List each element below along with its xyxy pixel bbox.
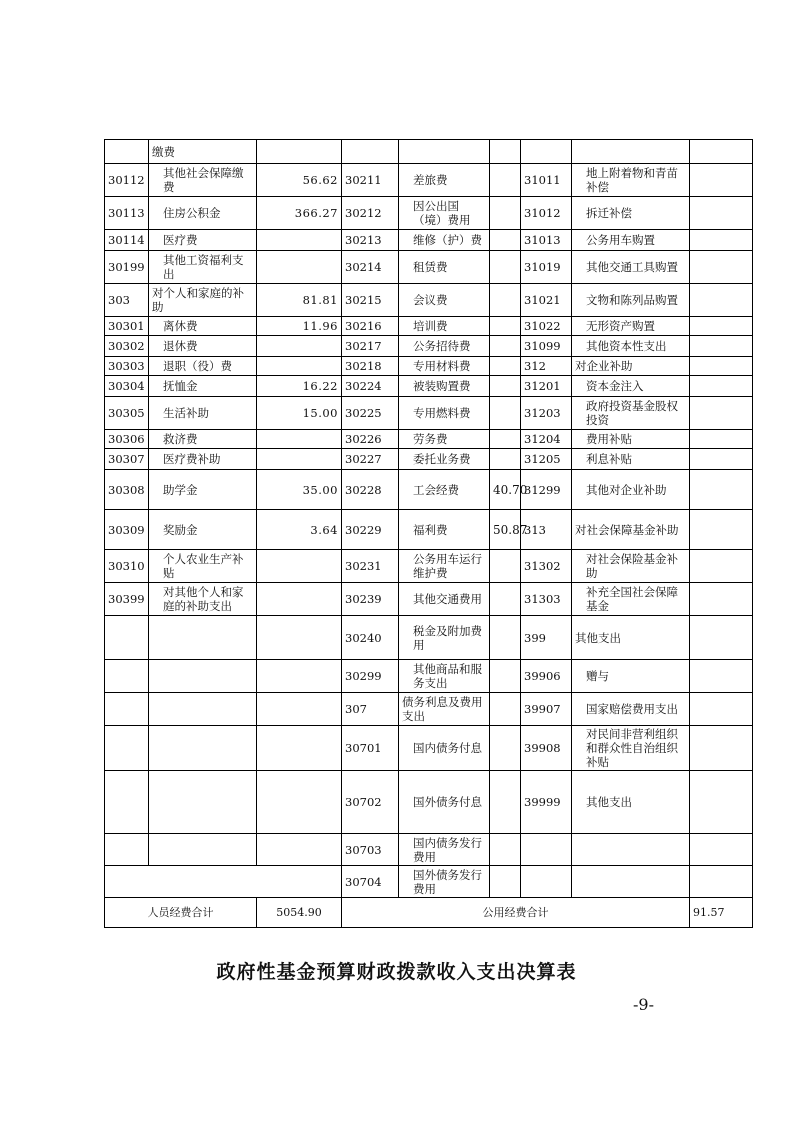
item-code: 31011 (521, 164, 572, 197)
item-name: 无形资产购置 (572, 317, 690, 336)
item-amount (690, 376, 753, 397)
item-code: 30228 (342, 470, 399, 510)
item-code: 30240 (342, 616, 399, 660)
blank-cell (572, 866, 690, 898)
item-name: 福利费 (399, 510, 490, 550)
item-amount: 16.22 (257, 376, 342, 397)
item-amount (490, 834, 521, 866)
item-code: 30704 (342, 866, 399, 898)
item-code: 31203 (521, 397, 572, 430)
item-code (105, 834, 149, 866)
item-code: 30225 (342, 397, 399, 430)
item-code: 30301 (105, 317, 149, 336)
item-name: 国外债务付息 (399, 771, 490, 834)
table-row (105, 230, 753, 251)
item-name: 委托业务费 (399, 449, 490, 470)
item-amount (690, 230, 753, 251)
table-row (105, 430, 753, 449)
blank-cell (521, 866, 572, 898)
item-name: 国外债务发行费用 (399, 866, 490, 898)
item-amount (690, 510, 753, 550)
table-row (105, 583, 753, 616)
item-amount (690, 397, 753, 430)
blank-cell (105, 866, 342, 898)
item-code (105, 693, 149, 726)
item-amount (690, 616, 753, 660)
item-code (521, 140, 572, 164)
item-code: 31201 (521, 376, 572, 397)
item-code: 31302 (521, 550, 572, 583)
item-code: 31021 (521, 284, 572, 317)
item-name: 其他支出 (572, 771, 690, 834)
item-amount (690, 660, 753, 693)
item-code: 30211 (342, 164, 399, 197)
item-amount (257, 726, 342, 771)
item-code: 30112 (105, 164, 149, 197)
item-amount (690, 693, 753, 726)
item-code: 39907 (521, 693, 572, 726)
table-row (105, 470, 753, 510)
item-code: 30226 (342, 430, 399, 449)
item-name: 费用补贴 (572, 430, 690, 449)
item-amount: 35.00 (257, 470, 342, 510)
item-name: 奖励金 (149, 510, 257, 550)
item-name: 利息补贴 (572, 449, 690, 470)
item-name: 补充全国社会保障基金 (572, 583, 690, 616)
totals-row (105, 898, 753, 928)
item-name: 助学金 (149, 470, 257, 510)
item-amount (690, 197, 753, 230)
item-amount (690, 284, 753, 317)
item-amount (490, 336, 521, 357)
item-name: 其他商品和服务支出 (399, 660, 490, 693)
item-name: 对个人和家庭的补助 (149, 284, 257, 317)
item-amount (257, 230, 342, 251)
table-row (105, 164, 753, 197)
item-code: 30701 (342, 726, 399, 771)
item-amount (257, 357, 342, 376)
item-code (105, 616, 149, 660)
item-amount (690, 357, 753, 376)
item-code: 30212 (342, 197, 399, 230)
table-row (105, 834, 753, 866)
item-code: 31099 (521, 336, 572, 357)
personnel-total-value: 5054.90 (257, 898, 342, 928)
item-name: 培训费 (399, 317, 490, 336)
item-code: 30306 (105, 430, 149, 449)
table-row (105, 726, 753, 771)
item-name: 生活补助 (149, 397, 257, 430)
table-row (105, 317, 753, 336)
item-name: 公务招待费 (399, 336, 490, 357)
item-name: 抚恤金 (149, 376, 257, 397)
item-name (149, 693, 257, 726)
item-code: 30218 (342, 357, 399, 376)
item-code: 30703 (342, 834, 399, 866)
table-row (105, 336, 753, 357)
item-name (149, 616, 257, 660)
item-amount: 15.00 (257, 397, 342, 430)
item-amount (490, 230, 521, 251)
item-name: 因公出国（境）费用 (399, 197, 490, 230)
item-code: 399 (521, 616, 572, 660)
item-amount (257, 251, 342, 284)
item-name (572, 140, 690, 164)
item-name: 专用材料费 (399, 357, 490, 376)
item-code: 31303 (521, 583, 572, 616)
table-row (105, 550, 753, 583)
item-code: 30113 (105, 197, 149, 230)
item-amount (690, 140, 753, 164)
item-name: 地上附着物和青苗补偿 (572, 164, 690, 197)
item-code: 30199 (105, 251, 149, 284)
item-name: 被装购置费 (399, 376, 490, 397)
item-code: 303 (105, 284, 149, 317)
item-name: 医疗费补助 (149, 449, 257, 470)
item-name: 债务利息及费用支出 (399, 693, 490, 726)
item-name: 对社会保险基金补助 (572, 550, 690, 583)
item-code: 30214 (342, 251, 399, 284)
item-code: 31205 (521, 449, 572, 470)
item-amount (257, 430, 342, 449)
item-code: 39908 (521, 726, 572, 771)
item-name: 其他支出 (572, 616, 690, 660)
section-heading: 政府性基金预算财政拨款收入支出决算表 (216, 961, 577, 983)
item-name: 对企业补助 (572, 357, 690, 376)
item-amount (490, 284, 521, 317)
item-amount: 81.81 (257, 284, 342, 317)
item-amount (690, 336, 753, 357)
item-code: 31013 (521, 230, 572, 251)
item-amount (257, 660, 342, 693)
item-amount: 366.27 (257, 197, 342, 230)
item-amount (257, 834, 342, 866)
item-name: 其他社会保障缴费 (149, 164, 257, 197)
expenditure-grid (104, 139, 753, 928)
item-name: 对民间非营利组织和群众性自治组织补贴 (572, 726, 690, 771)
item-code: 313 (521, 510, 572, 550)
table-row (105, 376, 753, 397)
item-amount (690, 771, 753, 834)
item-code: 39906 (521, 660, 572, 693)
item-amount (490, 726, 521, 771)
item-name: 其他交通工具购置 (572, 251, 690, 284)
table-row (105, 510, 753, 550)
item-name: 国内债务付息 (399, 726, 490, 771)
table-row (105, 771, 753, 834)
item-name (572, 834, 690, 866)
item-amount (690, 470, 753, 510)
expenditure-table (104, 139, 752, 919)
item-name: 税金及附加费用 (399, 616, 490, 660)
item-amount (257, 550, 342, 583)
item-name: 对社会保障基金补助 (572, 510, 690, 550)
item-amount (257, 449, 342, 470)
item-amount (490, 197, 521, 230)
item-code (342, 140, 399, 164)
table-row (105, 397, 753, 430)
item-name: 租赁费 (399, 251, 490, 284)
item-code: 30229 (342, 510, 399, 550)
item-amount (257, 583, 342, 616)
item-name: 差旅费 (399, 164, 490, 197)
item-amount: 3.64 (257, 510, 342, 550)
item-amount: 11.96 (257, 317, 342, 336)
item-code (105, 660, 149, 693)
item-amount (490, 693, 521, 726)
item-code: 31012 (521, 197, 572, 230)
table-row (105, 284, 753, 317)
item-code: 31022 (521, 317, 572, 336)
page-number: -9- (633, 995, 654, 1014)
item-amount (490, 771, 521, 834)
public-total-value: 91.57 (690, 898, 753, 928)
item-name: 退职（役）费 (149, 357, 257, 376)
item-amount (490, 317, 521, 336)
item-name (399, 140, 490, 164)
item-name: 退休费 (149, 336, 257, 357)
item-code: 30702 (342, 771, 399, 834)
item-amount (490, 397, 521, 430)
item-amount (490, 251, 521, 284)
item-amount (490, 140, 521, 164)
item-code (105, 140, 149, 164)
item-amount (490, 164, 521, 197)
item-amount (690, 164, 753, 197)
item-name (149, 834, 257, 866)
item-amount (690, 251, 753, 284)
item-amount: 56.62 (257, 164, 342, 197)
item-code: 30302 (105, 336, 149, 357)
public-total-label: 公用经费合计 (342, 898, 690, 928)
item-code (521, 834, 572, 866)
item-code: 30217 (342, 336, 399, 357)
item-amount (257, 140, 342, 164)
item-amount (490, 357, 521, 376)
item-name: 专用燃料费 (399, 397, 490, 430)
item-amount (490, 430, 521, 449)
item-code: 30224 (342, 376, 399, 397)
table-row (105, 616, 753, 660)
item-amount (690, 449, 753, 470)
item-code: 30239 (342, 583, 399, 616)
item-code: 30114 (105, 230, 149, 251)
personnel-total-label: 人员经费合计 (105, 898, 257, 928)
item-code: 31019 (521, 251, 572, 284)
item-code: 31299 (521, 470, 572, 510)
item-code: 30308 (105, 470, 149, 510)
item-amount (690, 317, 753, 336)
item-name: 维修（护）费 (399, 230, 490, 251)
table-row (105, 140, 753, 164)
item-amount (257, 616, 342, 660)
item-code: 39999 (521, 771, 572, 834)
item-amount (490, 449, 521, 470)
item-amount (490, 660, 521, 693)
blank-cell (690, 866, 753, 898)
item-name: 其他资本性支出 (572, 336, 690, 357)
item-code: 31204 (521, 430, 572, 449)
item-amount (490, 376, 521, 397)
item-name: 拆迁补偿 (572, 197, 690, 230)
item-name: 其他交通费用 (399, 583, 490, 616)
item-amount (690, 834, 753, 866)
item-amount (257, 771, 342, 834)
item-code: 30216 (342, 317, 399, 336)
table-row (105, 866, 753, 898)
item-code: 30227 (342, 449, 399, 470)
item-name: 政府投资基金股权投资 (572, 397, 690, 430)
item-name: 其他工资福利支出 (149, 251, 257, 284)
item-amount (690, 430, 753, 449)
item-code: 30307 (105, 449, 149, 470)
table-row (105, 693, 753, 726)
item-name: 资本金注入 (572, 376, 690, 397)
item-amount (490, 616, 521, 660)
item-amount: 50.87 (490, 510, 521, 550)
item-code (105, 726, 149, 771)
item-code: 30213 (342, 230, 399, 251)
item-amount (490, 550, 521, 583)
item-name: 对其他个人和家庭的补助支出 (149, 583, 257, 616)
item-amount (690, 726, 753, 771)
item-amount (490, 583, 521, 616)
item-code (105, 771, 149, 834)
item-name: 会议费 (399, 284, 490, 317)
item-code: 307 (342, 693, 399, 726)
item-name (149, 726, 257, 771)
item-code: 30299 (342, 660, 399, 693)
item-name: 公务用车购置 (572, 230, 690, 251)
item-code: 30309 (105, 510, 149, 550)
item-name: 离休费 (149, 317, 257, 336)
item-name: 住房公积金 (149, 197, 257, 230)
item-code: 30304 (105, 376, 149, 397)
item-amount (690, 550, 753, 583)
table-row (105, 357, 753, 376)
table-row (105, 251, 753, 284)
item-amount: 40.70 (490, 470, 521, 510)
item-code: 30303 (105, 357, 149, 376)
table-row (105, 449, 753, 470)
item-code: 30399 (105, 583, 149, 616)
item-name (149, 771, 257, 834)
item-name: 个人农业生产补贴 (149, 550, 257, 583)
item-name (149, 660, 257, 693)
item-name: 公务用车运行维护费 (399, 550, 490, 583)
item-name: 救济费 (149, 430, 257, 449)
item-name: 其他对企业补助 (572, 470, 690, 510)
item-name: 劳务费 (399, 430, 490, 449)
item-code: 312 (521, 357, 572, 376)
item-code: 30305 (105, 397, 149, 430)
item-amount (257, 336, 342, 357)
item-name: 医疗费 (149, 230, 257, 251)
blank-cell (490, 866, 521, 898)
item-code: 30215 (342, 284, 399, 317)
table-row (105, 660, 753, 693)
item-name: 文物和陈列品购置 (572, 284, 690, 317)
table-row (105, 197, 753, 230)
item-code: 30310 (105, 550, 149, 583)
item-amount (257, 693, 342, 726)
item-name: 国内债务发行费用 (399, 834, 490, 866)
item-name: 国家赔偿费用支出 (572, 693, 690, 726)
item-name: 工会经费 (399, 470, 490, 510)
item-name: 缴费 (149, 140, 257, 164)
item-name: 赠与 (572, 660, 690, 693)
item-code: 30231 (342, 550, 399, 583)
item-amount (690, 583, 753, 616)
